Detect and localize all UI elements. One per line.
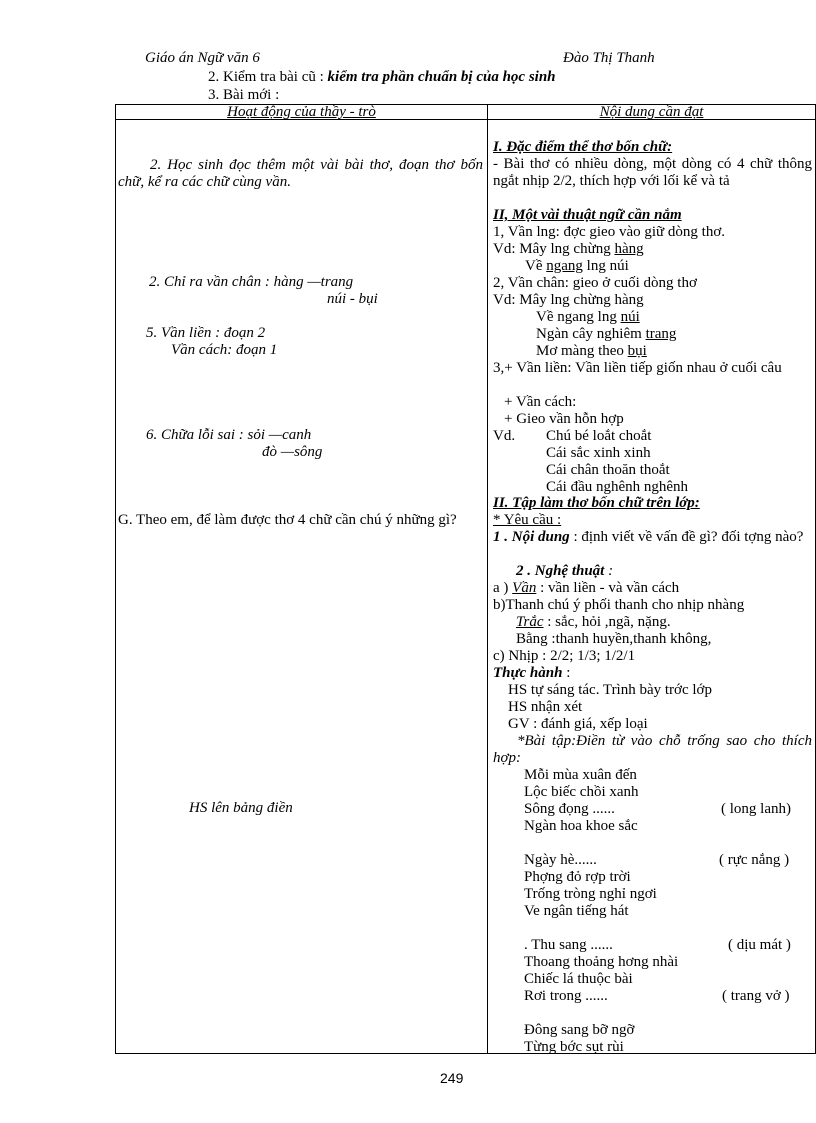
right-s3-a-van: Vần bbox=[512, 580, 537, 596]
right-s3-trac-label: Trắc bbox=[516, 614, 544, 630]
right-s1-text: - Bài thơ có nhiều dòng, một dòng có 4 chữ thông ngắt nhịp 2/2, thích hợp với lối kể và tả bbox=[493, 156, 812, 189]
right-th2: HS nhận xét bbox=[508, 699, 583, 715]
right-s3-trac bbox=[516, 614, 671, 631]
right-s3-req: * Yêu cầu : bbox=[493, 512, 562, 528]
right-s3-nt bbox=[516, 563, 613, 580]
poem-line-7: Trống tròng nghỉ ngơi bbox=[524, 886, 657, 902]
right-s2-l13: Cái sắc xinh xinh bbox=[546, 445, 651, 461]
right-s3-nt-label: 2 . Nghệ thuật bbox=[516, 563, 605, 579]
poem-answer-4: ( trang vở ) bbox=[722, 988, 790, 1004]
right-s2-l6 bbox=[536, 309, 640, 326]
intro-line-1 bbox=[208, 70, 556, 85]
right-s3-trac-text: : sắc, hỏi ,ngã, nặng. bbox=[543, 614, 671, 630]
left-column bbox=[116, 120, 487, 1053]
page-number: 249 bbox=[440, 1070, 464, 1086]
right-s3-nd bbox=[493, 529, 812, 546]
poem-line-9: . Thu sang ...... bbox=[524, 937, 613, 953]
right-s2-l1: 1, Vần lng: đợc gieo vào giữ dòng thơ. bbox=[493, 224, 726, 240]
right-s3-nd-label: 1 . Nội dung bbox=[493, 529, 570, 545]
poem-line-11: Chiếc lá thuộc bài bbox=[524, 971, 633, 987]
right-s3-a-text: : vần liền - và vần cách bbox=[536, 580, 680, 596]
lesson-table bbox=[115, 104, 816, 1054]
right-s2-l8b: bụi bbox=[627, 343, 647, 359]
right-s2-l10: + Vần cách: bbox=[504, 394, 577, 410]
left-q2b-2: núi - bụi bbox=[327, 291, 378, 307]
poem-line-12: Rơi trong ...... bbox=[524, 988, 608, 1004]
poem-line-6: Phợng đỏ rợp trời bbox=[524, 869, 631, 885]
right-th-colon: : bbox=[562, 665, 571, 681]
right-s2-l8 bbox=[536, 343, 647, 360]
right-s3-b: b)Thanh chú ý phối thanh cho nhịp nhàng bbox=[493, 597, 745, 613]
left-hs: HS lên bảng điền bbox=[189, 800, 293, 816]
right-s2-l8a: Mơ màng theo bbox=[536, 343, 628, 359]
right-s2-l9: 3,+ Vần liền: Vần liền tiếp giốn nhau ở cuối câu bbox=[493, 360, 782, 376]
right-s2-l3b: ngang bbox=[546, 258, 583, 274]
col-left-header: Hoạt động của thầy - trò bbox=[116, 105, 488, 120]
left-q6-1: 6. Chữa lỗi sai : sỏi —canh bbox=[146, 427, 312, 443]
right-s2-l6b: núi bbox=[620, 309, 640, 325]
right-s2-l2 bbox=[493, 241, 644, 258]
poem-answer-1: ( long lanh) bbox=[721, 801, 791, 817]
right-s1-title: I. Đặc điểm thể thơ bốn chữ: bbox=[493, 139, 673, 155]
right-s2-l3a: Về bbox=[525, 258, 547, 274]
header-right: Đào Thị Thanh bbox=[563, 50, 655, 66]
poem-line-13: Đông sang bỡ ngỡ bbox=[524, 1022, 635, 1038]
left-q6-2: đò —sông bbox=[262, 444, 323, 460]
poem-line-2: Lộc biếc chồi xanh bbox=[524, 784, 639, 800]
left-q2: 2. Học sinh đọc thêm một vài bài thơ, đoạn thơ bốn chữ, kể ra các chữ cùng vần. bbox=[118, 157, 483, 190]
header-left: Giáo án Ngữ văn 6 bbox=[145, 50, 260, 66]
right-th-title bbox=[493, 665, 570, 682]
poem-line-3: Sông đọng ...... bbox=[524, 801, 615, 817]
right-s3-nt-colon: : bbox=[604, 563, 614, 579]
right-column bbox=[488, 120, 815, 1053]
right-th-label: Thực hành bbox=[493, 665, 563, 681]
right-s2-l12: Vd. bbox=[493, 428, 516, 444]
poem-answer-3: ( dịu mát ) bbox=[728, 937, 791, 953]
intro-prefix: 2. Kiểm tra bài cũ : bbox=[208, 69, 328, 85]
right-s2-l3c: lng núi bbox=[582, 258, 629, 274]
right-s2-l4: 2, Vần chân: gieo ở cuối dòng thơ bbox=[493, 275, 697, 291]
col-right-header: Nội dung cần đạt bbox=[488, 105, 816, 120]
poem-line-8: Ve ngân tiếng hát bbox=[524, 903, 629, 919]
right-s2-l14: Cái chân thoăn thoắt bbox=[546, 462, 670, 478]
right-s2-l15: Cái đầu nghênh nghênh bbox=[546, 479, 689, 495]
poem-line-10: Thoang thoảng hơng nhài bbox=[524, 954, 679, 970]
right-s3-bang: Bằng :thanh huyền,thanh không, bbox=[516, 631, 712, 647]
poem-line-4: Ngàn hoa khoe sắc bbox=[524, 818, 638, 834]
right-s2-l2b: hàng bbox=[614, 241, 644, 257]
poem-line-1: Mỗi mùa xuân đến bbox=[524, 767, 637, 783]
right-s3-a-prefix: a ) bbox=[493, 580, 513, 596]
right-s3-nd-text: : định viết về vấn đề gì? đối tợng nào? bbox=[569, 529, 804, 545]
poem-line-14: Từng bớc sụt rùi bbox=[524, 1039, 624, 1055]
right-s2-l3 bbox=[525, 258, 629, 275]
intro-line-2: 3. Bài mới : bbox=[208, 87, 280, 103]
right-s2-l7b: trang bbox=[645, 326, 677, 342]
right-s2-l11: + Gieo vần hỗn hợp bbox=[504, 411, 624, 427]
right-s3-title: II. Tập làm thơ bốn chữ trên lớp: bbox=[493, 495, 700, 511]
poem-line-5: Ngày hè...... bbox=[524, 852, 597, 868]
right-s2-l5: Vd: Mây lng chừng hàng bbox=[493, 292, 644, 308]
right-s2-l7 bbox=[536, 326, 676, 343]
poem-answer-2: ( rực nắng ) bbox=[719, 852, 790, 868]
left-q2b-1: 2. Chỉ ra vần chân : hàng —trang bbox=[149, 274, 354, 290]
right-s3-a bbox=[493, 580, 679, 597]
right-s3-c: c) Nhịp : 2/2; 1/3; 1/2/1 bbox=[493, 648, 636, 664]
right-s2-l2a: Vd: Mây lng chừng bbox=[493, 241, 615, 257]
right-s2-l7a: Ngàn cây nghiêm bbox=[536, 326, 646, 342]
right-th1: HS tự sáng tác. Trình bày trớc lớp bbox=[508, 682, 712, 698]
left-q5-2: Vần cách: đoạn 1 bbox=[171, 342, 278, 358]
right-s2-l6a: Về ngang lng bbox=[536, 309, 621, 325]
right-s2-l12b: Chú bé loắt choắt bbox=[546, 428, 652, 444]
right-th3: GV : đánh giá, xếp loại bbox=[508, 716, 648, 732]
left-g: G. Theo em, để làm được thơ 4 chữ cần chú ý những gì? bbox=[118, 512, 457, 528]
intro-bold: kiểm tra phần chuẩn bị của học sinh bbox=[327, 69, 556, 85]
right-s2-title: II, Một vài thuật ngữ cần nắm bbox=[493, 207, 682, 223]
left-q5-1: 5. Vần liền : đoạn 2 bbox=[146, 325, 266, 341]
right-bt: *Bài tập:Điền từ vào chỗ trống sao cho thích hợp: bbox=[493, 733, 812, 766]
